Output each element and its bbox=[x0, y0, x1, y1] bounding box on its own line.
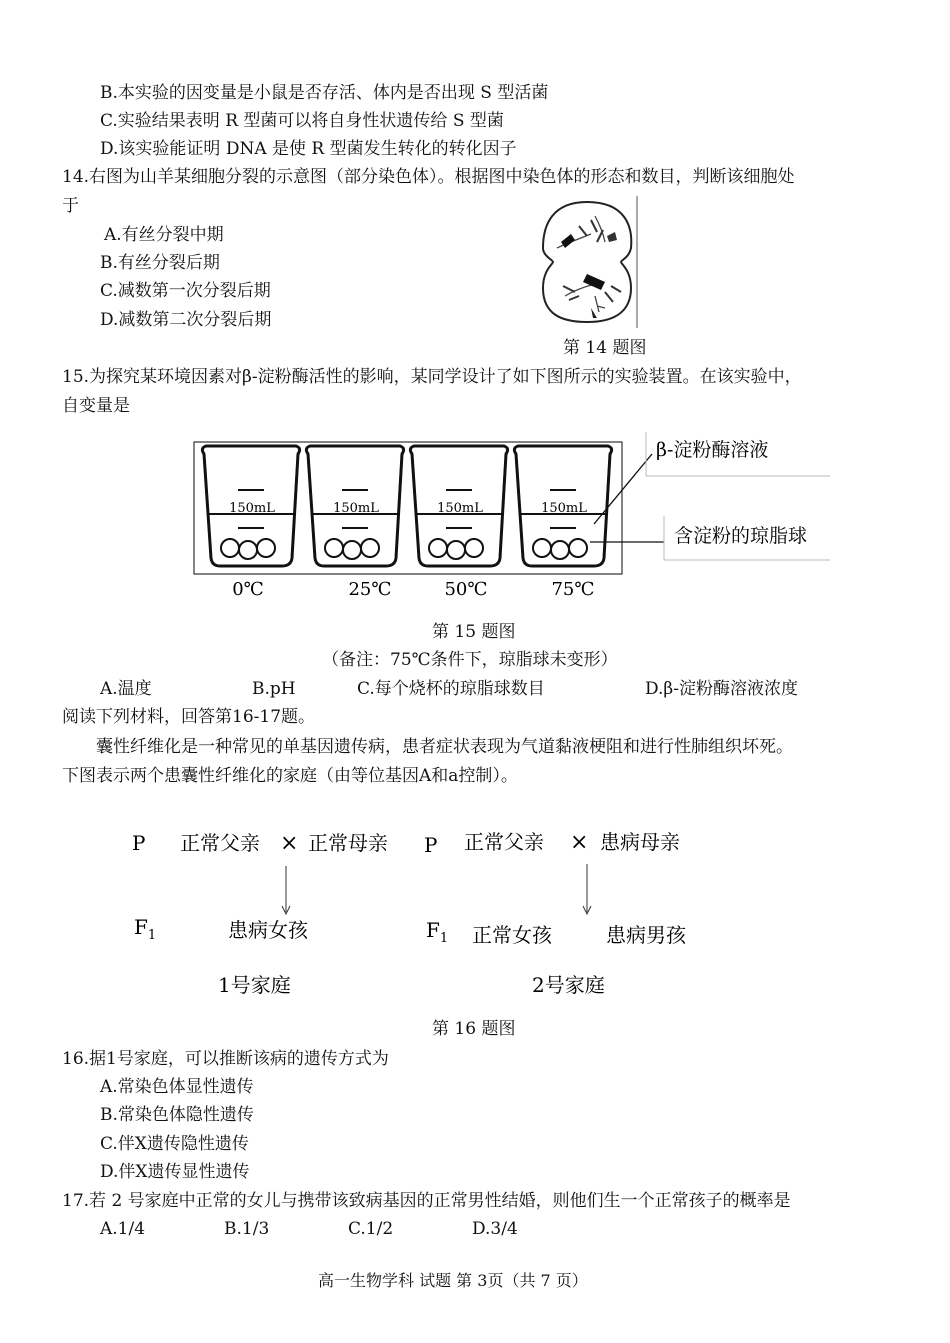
q14-stem-line1: 14.右图为山羊某细胞分裂的示意图（部分染色体）。根据图中染色体的形态和数目，判断该细胞处 bbox=[62, 167, 795, 187]
beaker-25 bbox=[306, 446, 403, 600]
family2-name: 2号家庭 bbox=[532, 973, 605, 997]
beaker-0-volume: 150mL bbox=[229, 501, 275, 516]
q14-figure-caption: 第 14 题图 bbox=[563, 338, 647, 358]
family1-f1-label: $F_1$ bbox=[134, 915, 157, 943]
temp-75: 75℃ bbox=[551, 579, 595, 600]
family1-father: 正常父亲 bbox=[180, 831, 260, 855]
family1-child: 患病女孩 bbox=[228, 918, 308, 942]
q15-stem-line1: 15.为探究某环境因素对β-淀粉酶活性的影响，某同学设计了如下图所示的实验装置。在该实验中， bbox=[62, 367, 802, 387]
q17-option-c: C.1/2 bbox=[348, 1219, 394, 1239]
q15-option-d: D.β-淀粉酶溶液浓度 bbox=[645, 679, 798, 699]
q13-option-b: B.本实验的因变量是小鼠是否存活、体内是否出现 S 型活菌 bbox=[100, 83, 549, 103]
q15-figure-note: （备注：75℃条件下，琼脂球未变形） bbox=[322, 650, 618, 670]
beaker-0 bbox=[202, 446, 299, 600]
q13-option-d: D.该实验能证明 DNA 是使 R 型菌发生转化的转化因子 bbox=[100, 139, 517, 159]
q16-stem: 16.据1号家庭，可以推断该病的遗传方式为 bbox=[62, 1049, 389, 1069]
beaker-25-volume: 150mL bbox=[333, 501, 379, 516]
q14-option-d: D.减数第二次分裂后期 bbox=[100, 310, 272, 330]
page-footer: 高一生物学科 试题 第 3页（共 7 页） bbox=[318, 1271, 588, 1290]
family2-child-boy: 患病男孩 bbox=[606, 923, 686, 947]
pedigree-figure bbox=[120, 820, 720, 1010]
q16-option-c: C.伴X遗传隐性遗传 bbox=[100, 1134, 249, 1154]
cell-division-figure bbox=[535, 196, 641, 328]
family2-father: 正常父亲 bbox=[464, 830, 544, 854]
q16-option-d: D.伴X遗传显性遗传 bbox=[100, 1162, 250, 1182]
temp-0: 0℃ bbox=[232, 579, 264, 600]
q14-stem-line2: 于 bbox=[62, 196, 79, 216]
material-paragraph-line2: 下图表示两个患囊性纤维化的家庭（由等位基因A和a控制）。 bbox=[62, 766, 518, 786]
q16-option-a: A.常染色体显性遗传 bbox=[100, 1077, 254, 1097]
family2-mother: 患病母亲 bbox=[600, 830, 680, 854]
q13-option-c: C.实验结果表明 R 型菌可以将自身性状遗传给 S 型菌 bbox=[100, 111, 504, 131]
family2-cross: × bbox=[570, 830, 589, 855]
q14-option-c: C.减数第一次分裂后期 bbox=[100, 281, 271, 301]
q15-figure-caption: 第 15 题图 bbox=[432, 622, 516, 642]
label-agar-ball: 含淀粉的琼脂球 bbox=[674, 525, 808, 547]
q14-option-b: B.有丝分裂后期 bbox=[100, 253, 220, 273]
q15-stem-line2: 自变量是 bbox=[62, 396, 130, 416]
q16-option-b: B.常染色体隐性遗传 bbox=[100, 1105, 254, 1125]
beaker-50-volume: 150mL bbox=[437, 501, 483, 516]
family2-child-girl: 正常女孩 bbox=[472, 923, 552, 947]
q14-option-a: A.有丝分裂中期 bbox=[104, 225, 224, 245]
enzyme-experiment-figure bbox=[190, 428, 840, 608]
q17-stem: 17.若 2 号家庭中正常的女儿与携带该致病基因的正常男性结婚，则他们生一个正常孩子的概率是 bbox=[62, 1191, 791, 1211]
q16-figure-caption: 第 16 题图 bbox=[432, 1019, 516, 1039]
material-paragraph-line1: 囊性纤维化是一种常见的单基因遗传病，患者症状表现为气道黏液梗阻和进行性肺组织坏死。 bbox=[96, 737, 793, 757]
family1-p-label: P bbox=[132, 831, 146, 855]
beaker-75 bbox=[514, 446, 611, 600]
q15-option-a: A.温度 bbox=[100, 679, 152, 699]
beaker-75-volume: 150mL bbox=[541, 501, 587, 516]
family2-f1-label: $F_1$ bbox=[426, 918, 449, 946]
temp-50: 50℃ bbox=[444, 579, 488, 600]
family2-p-label: P bbox=[424, 833, 438, 857]
beaker-50 bbox=[410, 446, 507, 600]
family1-name: 1号家庭 bbox=[218, 973, 291, 997]
q17-option-d: D.3/4 bbox=[472, 1219, 518, 1239]
q17-option-a: A.1/4 bbox=[100, 1219, 146, 1239]
family1-mother: 正常母亲 bbox=[308, 831, 388, 855]
q17-option-b: B.1/3 bbox=[224, 1219, 270, 1239]
label-enzyme-solution: β-淀粉酶溶液 bbox=[656, 439, 769, 461]
temp-25: 25℃ bbox=[348, 579, 392, 600]
q15-option-c: C.每个烧杯的琼脂球数目 bbox=[357, 679, 545, 699]
material-intro: 阅读下列材料，回答第16-17题。 bbox=[62, 707, 316, 727]
family1-cross: × bbox=[280, 831, 299, 856]
q15-option-b: B.pH bbox=[252, 679, 296, 699]
